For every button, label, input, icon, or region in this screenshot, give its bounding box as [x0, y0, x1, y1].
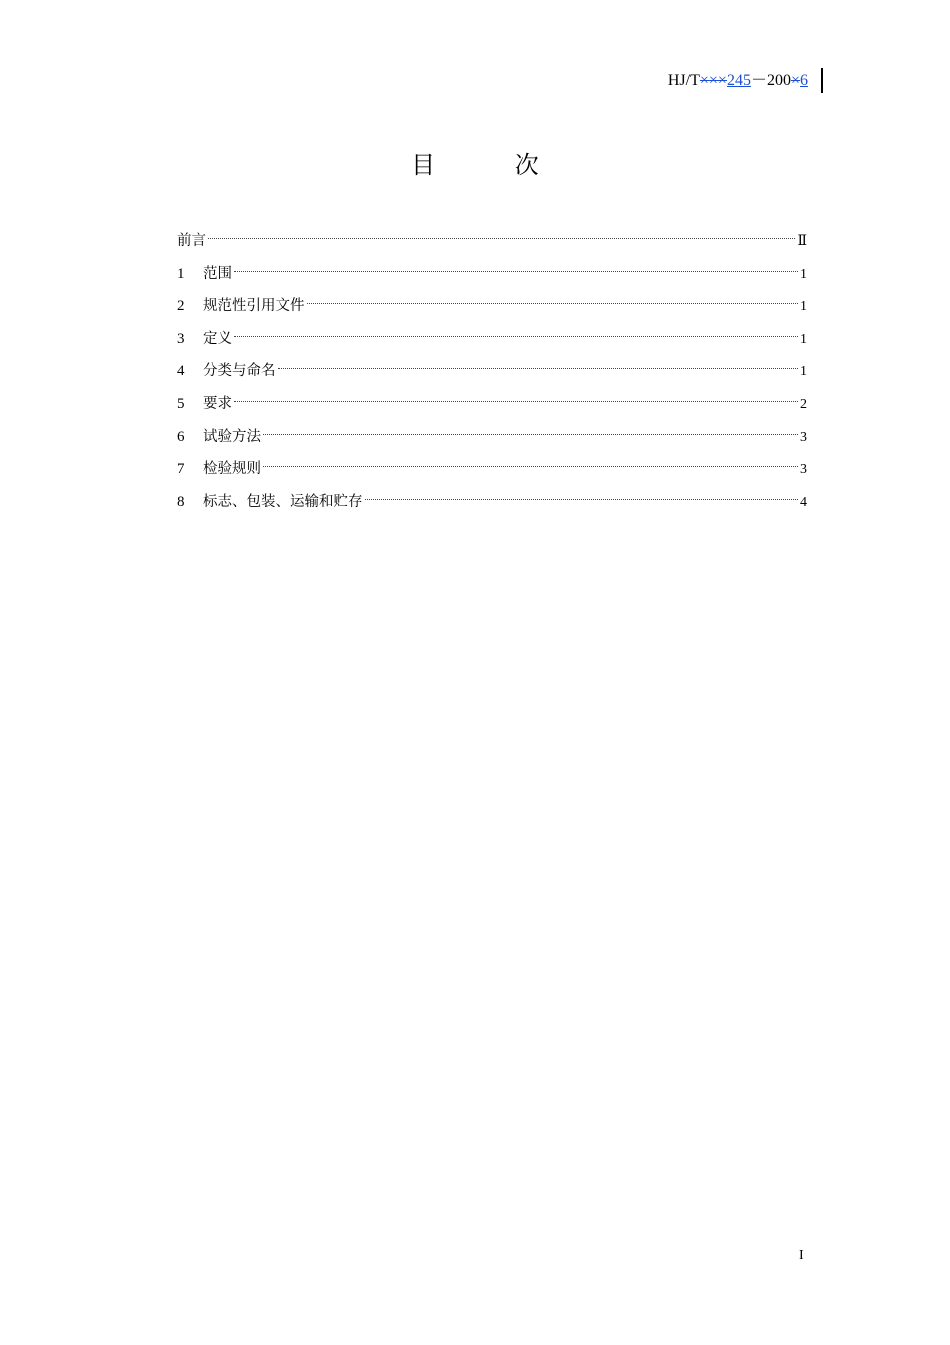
revision-change-bar — [821, 68, 823, 93]
toc-entry-page: 3 — [800, 429, 807, 445]
toc-entry-number: 3 — [177, 330, 185, 347]
toc-entry-label: 标志、包装、运输和贮存 — [203, 493, 363, 510]
toc-entry-3[interactable] — [177, 327, 807, 360]
page-number: I — [799, 1248, 804, 1263]
toc-entry-5[interactable] — [177, 392, 807, 425]
inserted-standard-number: 245 — [726, 72, 751, 89]
toc-entry-8[interactable] — [177, 490, 807, 523]
toc-entry-page: 1 — [800, 331, 807, 347]
toc-entry-number: 5 — [177, 395, 185, 412]
toc-dot-leader — [278, 368, 799, 369]
toc-entry-label: 试验方法 — [203, 428, 261, 445]
standard-number-header — [668, 70, 808, 92]
toc-entry-6[interactable] — [177, 425, 807, 458]
standard-year-prefix: －200 — [750, 72, 791, 89]
toc-dot-leader — [234, 336, 798, 337]
toc-entry-number: 6 — [177, 428, 185, 445]
toc-dot-leader — [307, 303, 799, 304]
toc-entry-number: 1 — [177, 265, 185, 282]
toc-entry-number: 2 — [177, 298, 185, 315]
toc-entry-page: 2 — [800, 396, 807, 412]
deleted-year-digit: × — [790, 72, 800, 89]
page-title: 目 次 — [411, 151, 575, 179]
toc-entry-label: 范围 — [203, 265, 232, 282]
toc-entry-label: 要求 — [203, 395, 232, 412]
toc-dot-leader — [365, 499, 799, 500]
toc-dot-leader — [208, 238, 795, 239]
toc-entry-label: 分类与命名 — [203, 363, 276, 380]
toc-dot-leader — [234, 271, 798, 272]
toc-entry-number: 8 — [177, 493, 185, 510]
deleted-standard-number: ××× — [699, 72, 727, 89]
toc-dot-leader — [234, 401, 798, 402]
toc-dot-leader — [263, 466, 798, 467]
toc-entry-page: 1 — [800, 266, 807, 282]
toc-entry-label: 检验规则 — [203, 461, 261, 478]
standard-prefix: HJ/T — [667, 72, 700, 89]
toc-entry-7[interactable] — [177, 457, 807, 490]
toc-entry-page: 4 — [800, 494, 807, 510]
toc-entry-number: 7 — [177, 461, 185, 478]
toc-entry-page: Ⅱ — [797, 234, 807, 249]
toc-entry-label: 规范性引用文件 — [203, 298, 305, 315]
toc-entry-foreword[interactable] — [177, 229, 807, 262]
toc-entry-number: 4 — [177, 363, 185, 380]
table-of-contents — [177, 229, 807, 522]
toc-entry-page: 1 — [800, 299, 807, 315]
toc-entry-page: 1 — [800, 364, 807, 380]
toc-entry-4[interactable] — [177, 359, 807, 392]
toc-entry-page: 3 — [800, 462, 807, 478]
toc-entry-2[interactable] — [177, 294, 807, 327]
toc-entry-label: 定义 — [203, 330, 232, 347]
toc-entry-label: 前言 — [177, 233, 206, 249]
toc-entry-1[interactable] — [177, 262, 807, 295]
toc-dot-leader — [263, 434, 798, 435]
inserted-year-digit: 6 — [800, 72, 808, 89]
